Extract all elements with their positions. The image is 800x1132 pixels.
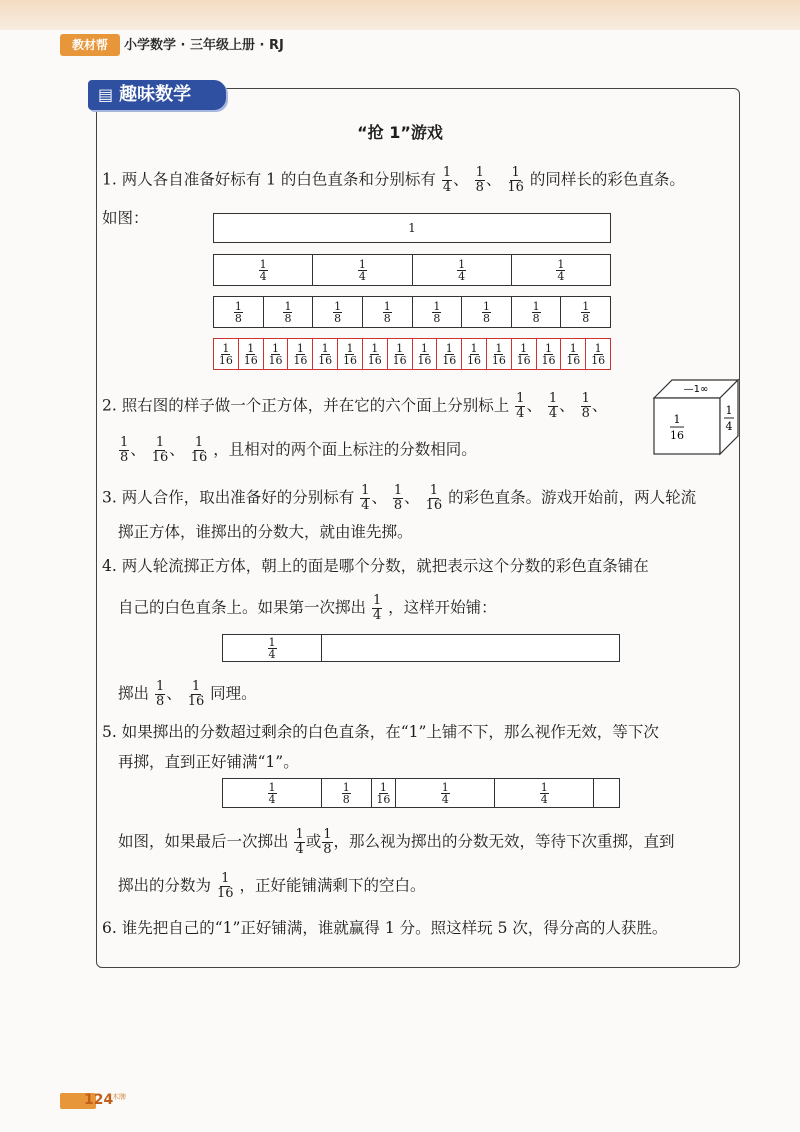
fraction-label: 1 4 <box>259 257 267 283</box>
page-number: 124 <box>84 1092 114 1108</box>
fraction-label: 1 8 <box>582 299 590 325</box>
fraction-label: 1 16 <box>243 341 258 367</box>
eighth-cell <box>561 297 610 327</box>
eighth-cell <box>512 297 562 327</box>
step-5-line-2: 再掷，直到正好铺满“1”。 <box>118 753 299 771</box>
fraction-label: 1 16 <box>491 341 506 367</box>
sixteenth-cell <box>537 339 562 369</box>
fraction-label: 1 16 <box>367 341 382 367</box>
fraction-label: 1 16 <box>342 341 357 367</box>
step-4-line-1: 4. 两人轮流掷正方体，朝上的面是哪个分数，就把表示这个分数的彩色直条铺在 <box>102 557 649 575</box>
strip-gap <box>594 779 619 807</box>
fraction-label: 1 4 <box>540 780 548 806</box>
strip-piece <box>495 779 594 807</box>
quarter-cell <box>313 255 412 285</box>
eighth-cell <box>313 297 363 327</box>
sixteenth-cell <box>288 339 313 369</box>
fraction-label: 1 4 <box>458 257 466 283</box>
fraction-label: 1 16 <box>376 780 391 806</box>
whole-cell: 1 <box>408 221 416 235</box>
sixteenth-cell <box>214 339 239 369</box>
fraction-label: 1 16 <box>417 341 432 367</box>
fraction-label: 1 4 <box>441 780 449 806</box>
svg-text:1: 1 <box>725 404 733 417</box>
strip-piece <box>372 779 397 807</box>
fraction-label: 1 16 <box>516 341 531 367</box>
sixteenth-cell <box>264 339 289 369</box>
cube-figure <box>652 378 740 456</box>
quarter-strip <box>213 254 611 286</box>
fraction-label: 1 8 <box>334 299 342 325</box>
fraction-quarter: $\frac{1}{4}$ <box>442 165 452 195</box>
sixteenth-strip <box>213 338 611 370</box>
section-tag <box>88 80 226 110</box>
fraction-label: 1 8 <box>482 299 490 325</box>
eighth-cell <box>462 297 512 327</box>
step-3-line-2: 掷正方体，谁掷出的分数大，就由谁先掷。 <box>118 523 413 541</box>
step-4-line-2: 自己的白色直条上。如果第一次掷出 $\frac{1}{4}$ ，这样开始铺： <box>118 593 497 623</box>
step-2-line-1: 2. 照右图的样子做一个正方体，并在它的六个面上分别标上 $\frac{1}{4}$ 、 $\frac{1}{4}$ 、 $\frac{1}{8}$ 、 <box>102 391 608 421</box>
eighth-cell <box>363 297 413 327</box>
footer-note: 木牌 <box>112 1093 126 1101</box>
sixteenth-cell <box>462 339 487 369</box>
svg-text:16: 16 <box>670 429 684 442</box>
sixteenth-cell <box>338 339 363 369</box>
strip-piece <box>223 635 322 661</box>
eighth-strip <box>213 296 611 328</box>
sixteenth-cell <box>413 339 438 369</box>
fraction-label: 1 8 <box>284 299 292 325</box>
fraction-label: 1 16 <box>268 341 283 367</box>
quarter-cell <box>512 255 610 285</box>
sixteenth-cell <box>388 339 413 369</box>
step-5-line-4: 掷出的分数为 $\frac{1}{16}$ ，正好能铺满剩下的空白。 <box>118 871 426 901</box>
example-strip-1 <box>222 634 620 662</box>
example-strip-2 <box>222 778 620 808</box>
eighth-cell <box>413 297 463 327</box>
step-4-line-3: 掷出 $\frac{1}{8}$ 、 $\frac{1}{16}$ 同理。 <box>118 679 257 709</box>
fraction-label: 1 16 <box>392 341 407 367</box>
fraction-label: 1 8 <box>433 299 441 325</box>
fraction-label: 1 8 <box>383 299 391 325</box>
eighth-cell <box>264 297 314 327</box>
fraction-label: 1 16 <box>293 341 308 367</box>
book-badge: 教材帮 <box>60 34 120 56</box>
strip-piece <box>396 779 495 807</box>
eighth-cell <box>214 297 264 327</box>
whole-strip <box>213 213 611 243</box>
strip-piece <box>223 779 322 807</box>
fraction-label: 1 16 <box>467 341 482 367</box>
sixteenth-cell <box>363 339 388 369</box>
sixteenth-cell <box>239 339 264 369</box>
sixteenth-cell <box>437 339 462 369</box>
fraction-label: 1 8 <box>234 299 242 325</box>
sixteenth-cell <box>512 339 537 369</box>
fraction-label: 1 16 <box>218 341 233 367</box>
step-1-line: 1. 两人各自准备好标有 1 的白色直条和分别标有 $\frac{1}{4}$ 、 $\frac{1}{8}$ 、 $\frac{1}{16}$ 的同样长的彩色直条。 <box>102 165 685 195</box>
fraction-label: 1 4 <box>268 780 276 806</box>
sixteenth-cell <box>561 339 586 369</box>
cube-top-label: —1∞ <box>683 384 709 395</box>
section-tag-label: 趣味数学 <box>119 84 192 105</box>
game-title: “抢 1”游戏 <box>357 123 443 142</box>
fraction-label: 1 8 <box>342 780 350 806</box>
book-icon: ▤ <box>98 85 114 104</box>
sixteenth-cell <box>586 339 610 369</box>
strip-piece <box>322 779 372 807</box>
quarter-cell <box>413 255 512 285</box>
fraction-eighth: $\frac{1}{8}$ <box>475 165 484 195</box>
fraction-label: 1 16 <box>566 341 581 367</box>
step-5-line-3: 如图，如果最后一次掷出 $\frac{1}{4}$ 或 $\frac{1}{8}$ ，那么视为掷出的分数无效，等待下次重掷，直到 <box>118 827 675 857</box>
sixteenth-cell <box>487 339 512 369</box>
step-5-line-1: 5. 如果掷出的分数超过剩余的白色直条，在“1”上铺不下，那么视作无效，等下次 <box>102 723 659 741</box>
fraction-label: 1 4 <box>358 257 366 283</box>
quarter-cell <box>214 255 313 285</box>
svg-text:4: 4 <box>725 420 733 433</box>
strip-empty <box>322 635 619 661</box>
fraction-label: 1 16 <box>442 341 457 367</box>
step-3-line-1: 3. 两人合作，取出准备好的分别标有 $\frac{1}{4}$ 、 $\frac{1}{8}$ 、 $\frac{1}{16}$ 的彩色直条。游戏开始前，两人轮流 <box>102 483 697 513</box>
book-title: 小学数学 · 三年级上册 · RJ <box>124 38 284 53</box>
sixteenth-cell <box>313 339 338 369</box>
fraction-label: 1 4 <box>268 635 276 661</box>
fraction-label: 1 4 <box>557 257 565 283</box>
header-band <box>0 0 800 30</box>
fraction-label: 1 16 <box>318 341 333 367</box>
step-6-line: 6. 谁先把自己的“1”正好铺满，谁就赢得 1 分。照这样玩 5 次，得分高的人获胜。 <box>102 919 668 937</box>
figure-label: 如图： <box>102 209 149 227</box>
fraction-label: 1 8 <box>532 299 540 325</box>
fraction-label: 1 16 <box>541 341 556 367</box>
fraction-sixteenth: $\frac{1}{16}$ <box>507 165 524 195</box>
svg-text:1: 1 <box>673 413 681 426</box>
fraction-label: 1 16 <box>591 341 606 367</box>
step-2-line-2: $\frac{1}{8}$ 、 $\frac{1}{16}$ 、 $\frac{1}{16}$ ，且相对的两个面上标注的分数相同。 <box>120 435 477 465</box>
